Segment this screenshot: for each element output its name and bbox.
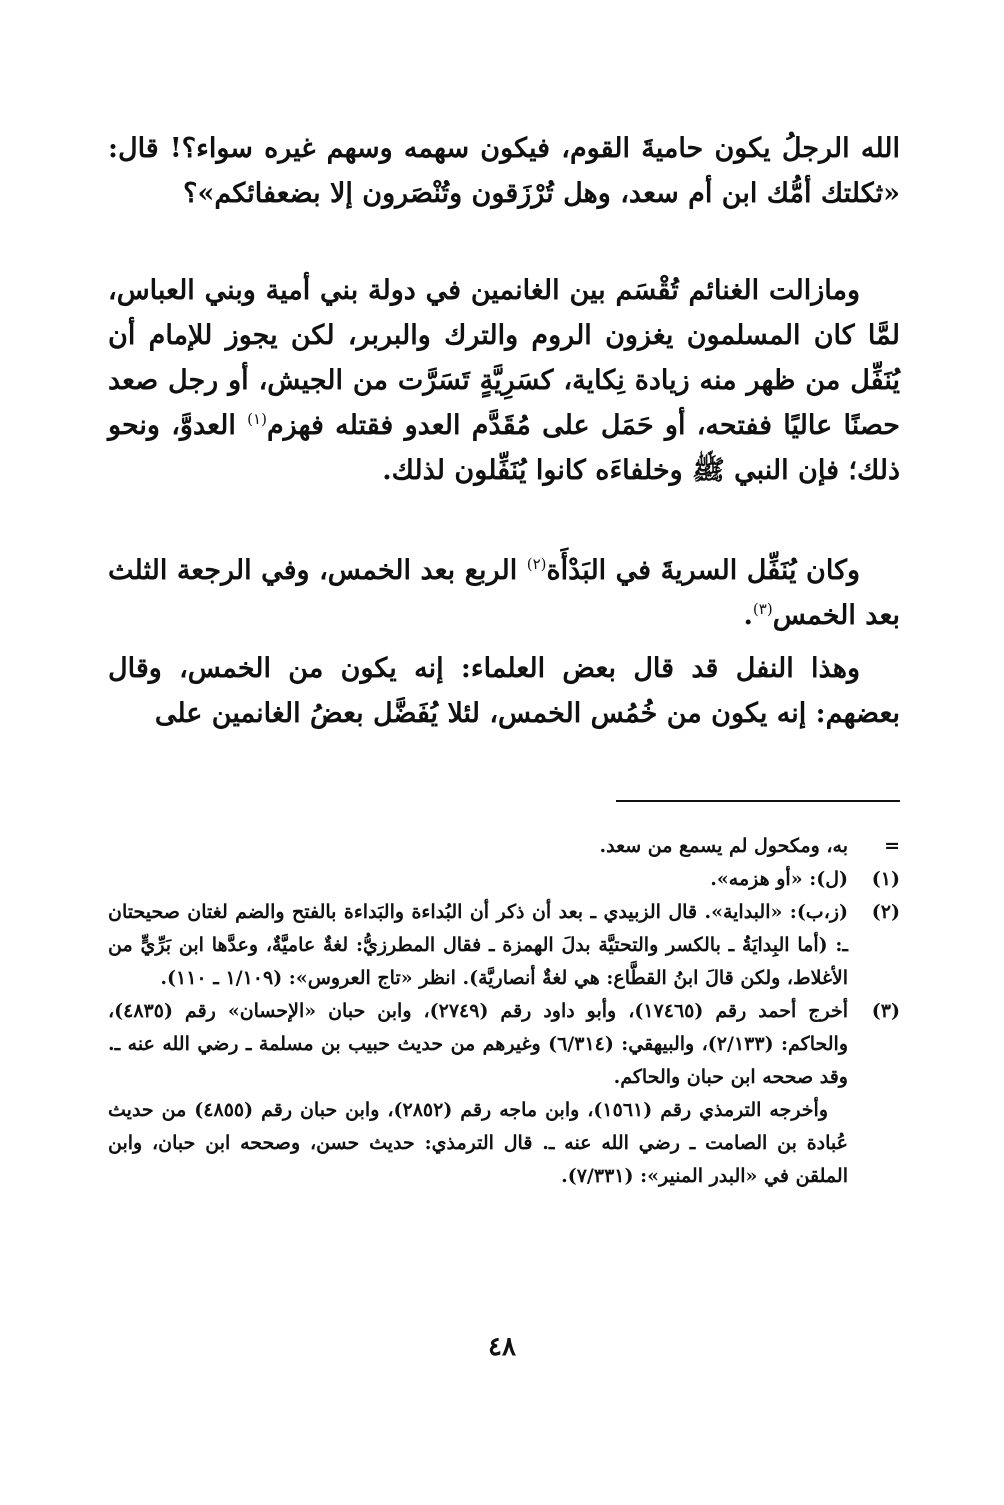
- footnote-ref-3[interactable]: (٣): [752, 600, 773, 618]
- footnote-3-text-b: وأخرجه الترمذي رقم (١٥٦١)، وابن ماجه رقم (٢٨٥٢)، وابن حبان رقم (٤٨٥٥) من حديث عُبادة بن الصامت ـ رضي الله عنه ـ. قال الترمذي: حديث حسن، وصححه ابن حبان، وابن الملقن في «البدر المنير»: (٧/٣٣١).: [108, 1099, 848, 1187]
- paragraph-2-part-b: العدوَّ، ونحو ذلك؛ فإن النبي ﷺ وخلفاءَه كانوا يُنَفِّلون لذلك.: [108, 410, 900, 486]
- footnote-2-text: (ز،ب): «البداية». قال الزبيدي ـ بعد أن ذكر أن البُداءة والبَداءة بالفتح والضم لغتان صحيحتان ـ: (أما البِدايَةُ ـ بالكسر والتحتيَّة بدلَ الهمزة ـ فقال المطرزيُّ: لغةٌ عاميَّةٌ، وعدَّها ابن بَرِّيٍّ من الأغلاط، ولكن قالَ ابنُ القطَّاع: هي لغةٌ أنصاريَّة). انظر «تاج العروس»: (١/١٠٩ ـ ١١٠).: [108, 901, 848, 989]
- footnote-2: [108, 896, 900, 995]
- footnote-3: [108, 995, 900, 1193]
- footnote-continuation-marker: =: [884, 835, 900, 857]
- footnote-ref-2[interactable]: (٢): [526, 555, 547, 573]
- footnote-1-marker: (١): [871, 868, 900, 890]
- paragraph-4-text: وهذا النفل قد قال بعض العلماء: إنه يكون من الخمس، وقال بعضهم: إنه يكون من خُمُس الخمس، لئلا يُفَضَّل بعضُ الغانمين على: [108, 653, 900, 729]
- paragraph-3-part-c: .: [743, 600, 753, 631]
- footnote-separator: [616, 800, 900, 802]
- paragraph-3: [108, 548, 900, 638]
- footnote-3-text-a: أخرج أحمد رقم (١٧٤٦٥)، وأبو داود رقم (٢٧٤٩)، وابن حبان «الإحسان» رقم (٤٨٣٥)، والحاكم: (٢/١٣٣)، والبيهقي: (٦/٣١٤) وغيرهم من حديث حبيب بن مسلمة ـ رضي الله عنه ـ. وقد صححه ابن حبان والحاكم.: [108, 1000, 848, 1088]
- footnote-3-marker: (٣): [871, 1000, 900, 1022]
- footnote-1-text: (ل): «أو هزمه».: [710, 868, 848, 890]
- footnote-continuation: [108, 830, 900, 863]
- paragraph-2: [108, 268, 900, 493]
- footnotes: [108, 830, 900, 1193]
- footnote-1: [108, 863, 900, 896]
- paragraph-1: [108, 126, 900, 216]
- paragraph-3-text: [108, 548, 900, 638]
- paragraph-3-part-a: وكان يُنَفِّل السريةَ في البَدْأَة: [546, 555, 860, 586]
- paragraph-2-text: [108, 268, 900, 493]
- footnote-ref-1[interactable]: (١): [247, 410, 267, 428]
- paragraph-4: [108, 646, 900, 736]
- footnote-2-marker: (٢): [871, 901, 900, 923]
- paragraph-3-part-b: الربع بعد الخمس، وفي الرجعة الثلث بعد الخمس: [108, 555, 900, 631]
- paragraph-1-text: الله الرجلُ يكون حاميةَ القوم، فيكون سهمه وسهم غيره سواء؟! قال: «ثكلتك أمُّك ابن أم سعد، وهل تُرْزَقون وتُنْصَرون إلا بضعفائكم»؟: [108, 133, 900, 209]
- footnote-3-body: [108, 995, 848, 1193]
- footnote-continuation-text: به، ومكحول لم يسمع من سعد.: [599, 835, 848, 857]
- page-number: ٤٨: [488, 1332, 516, 1362]
- paragraph-2-part-a: ومازالت الغنائم تُقْسَم بين الغانمين في دولة بني أمية وبني العباس، لمَّا كان المسلمون يغزون الروم والترك والبربر، لكن يجوز للإمام أن يُنَفِّل من ظهر منه زيادة نِكاية، كسَرِيَّةٍ تَسَرَّت من الجيش، أو رجل صعد حصنًا عاليًا ففتحه، أو حَمَل على مُقَدَّم العدو فقتله فهزم: [108, 275, 900, 441]
